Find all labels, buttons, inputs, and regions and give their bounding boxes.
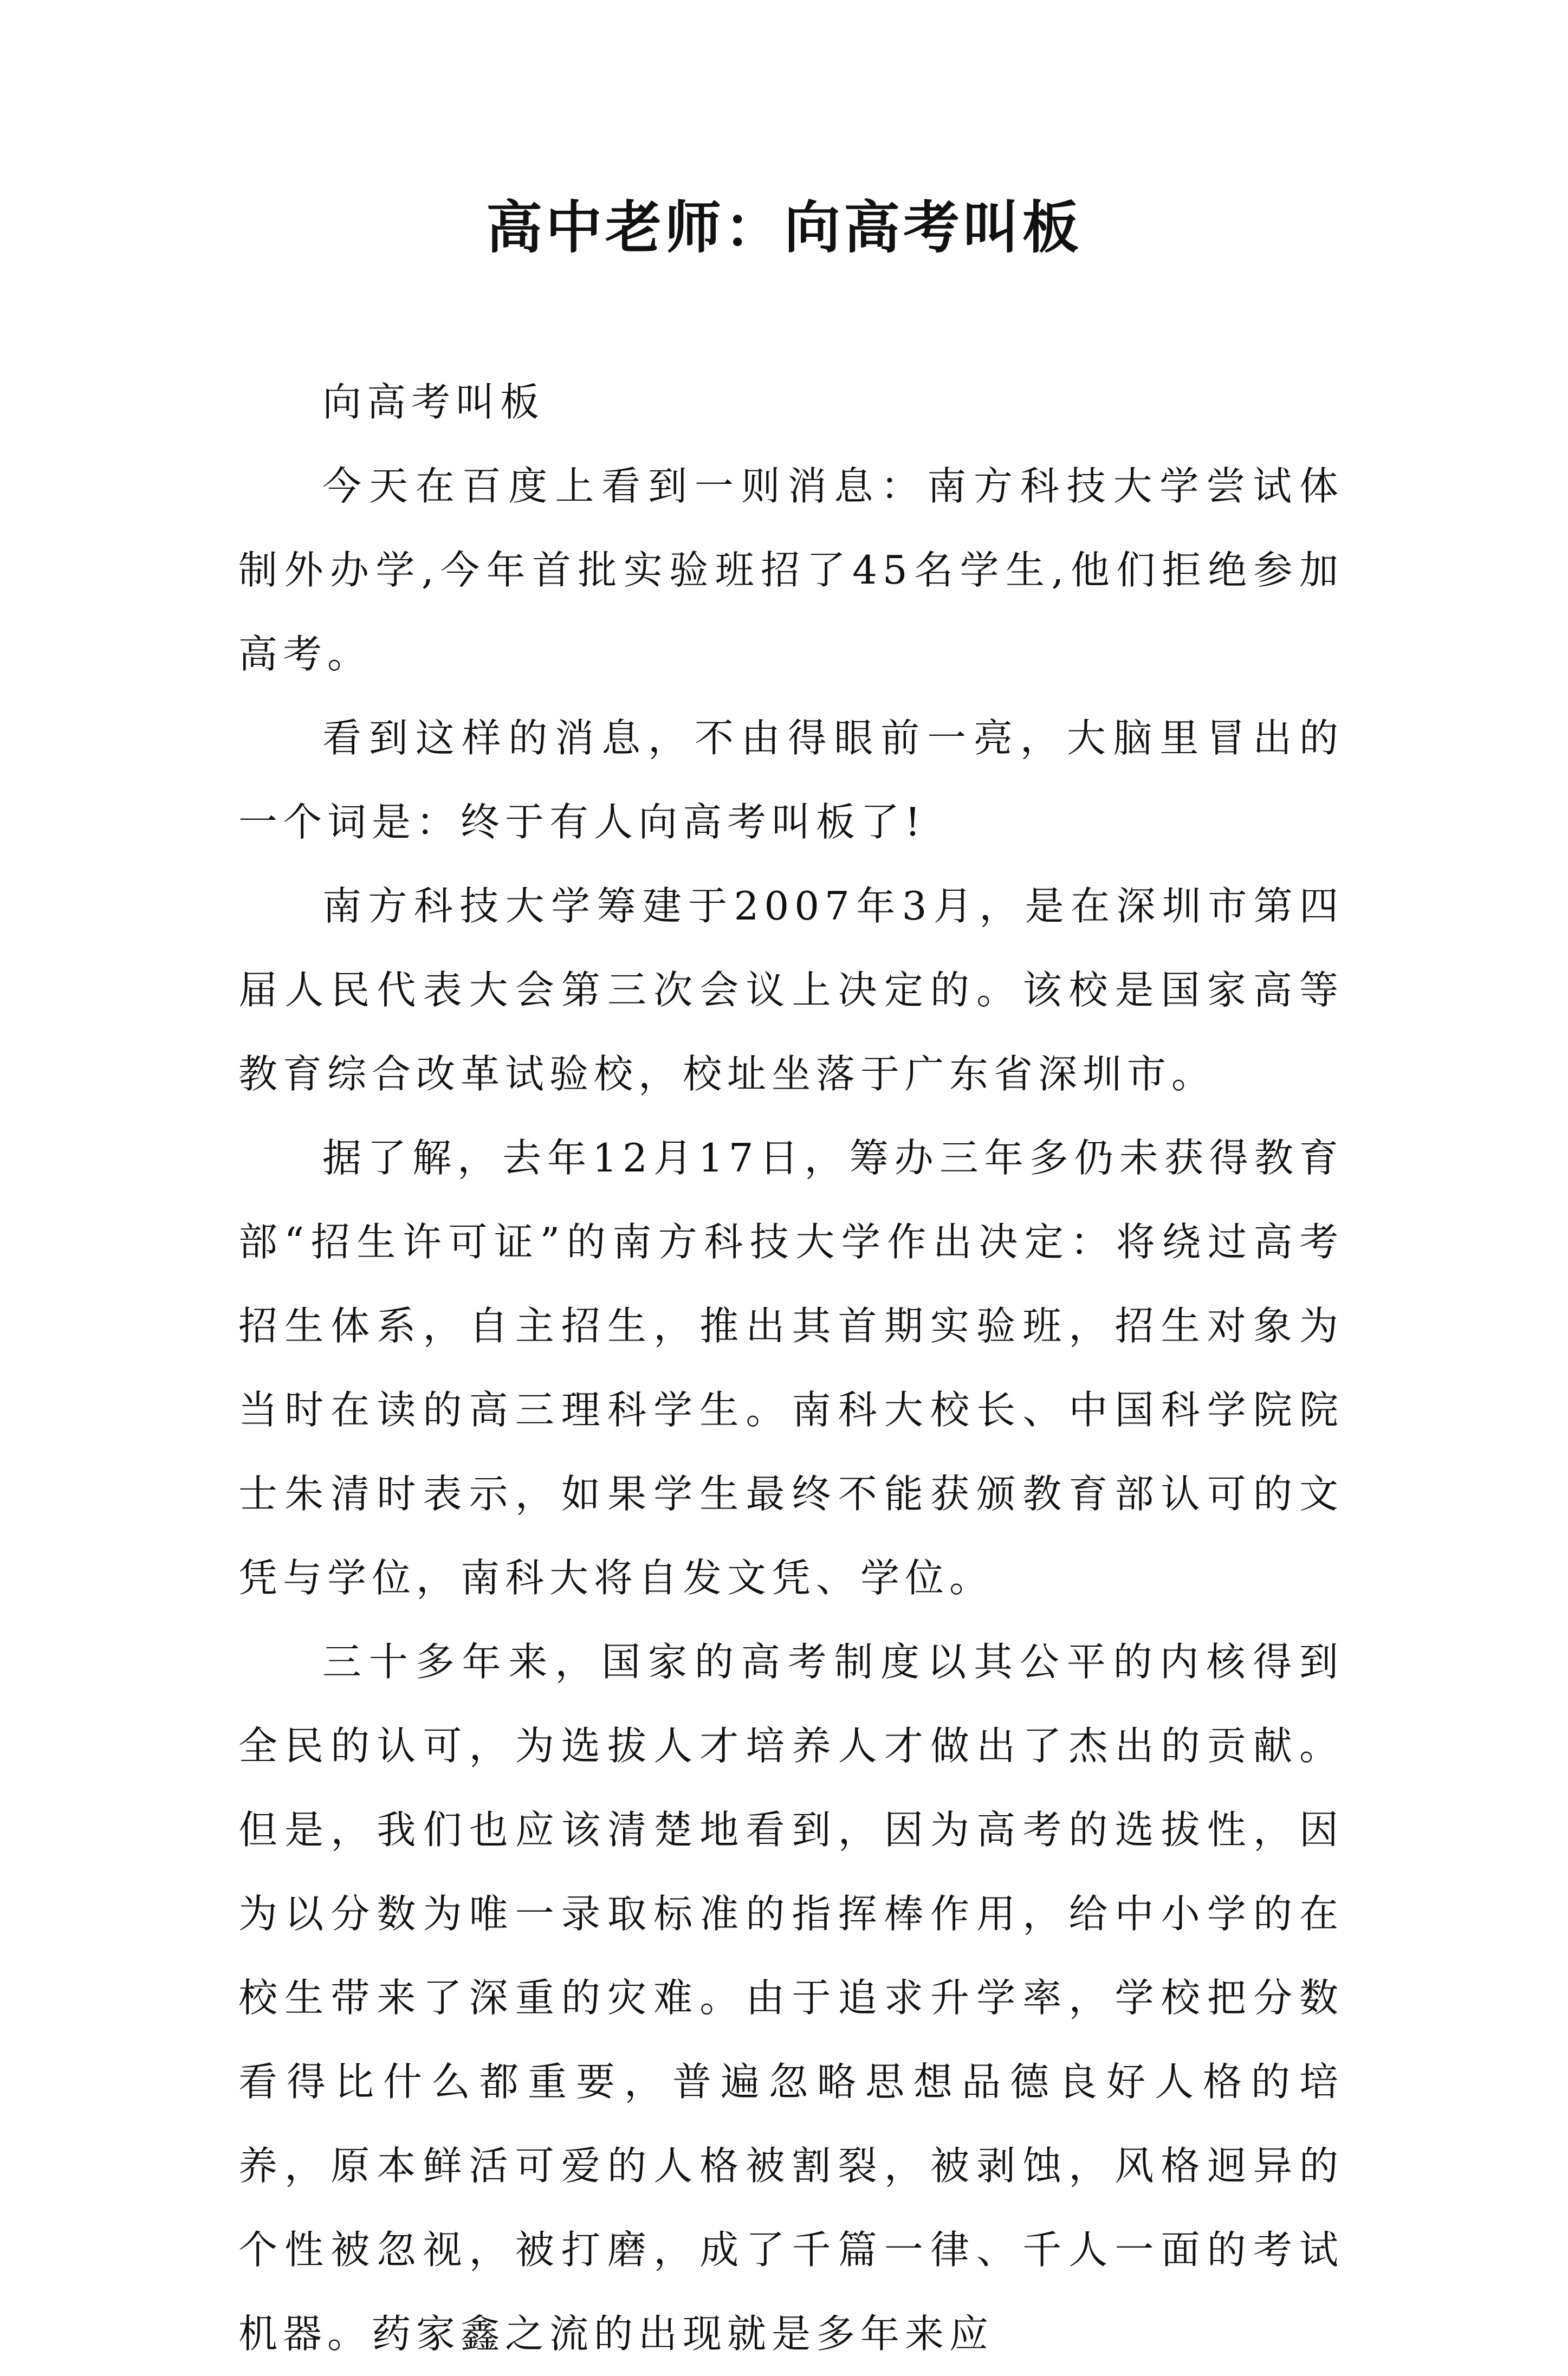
paragraph: 据了解，去年12月17日，筹办三年多仍未获得教育部“招生许可证”的南方科技大学作出决定：将绕过高考招生体系，自主招生，推出其首期实验班，招生对象为当时在读的高三理科学生。南科大校长、中国科学院院士朱清时表示，如果学生最终不能获颁教育部认可的文凭与学位，南科大将自发文凭、学位。 [238, 1135, 1344, 1601]
document-body [238, 360, 1344, 2376]
paragraph: 三十多年来，国家的高考制度以其公平的内核得到全民的认可，为选拔人才培养人才做出了杰出的贡献。但是，我们也应该清楚地看到，因为高考的选拔性，因为以分数为唯一录取标准的指挥棒作用，给中小学的在校生带来了深重的灾难。由于追求升学率，学校把分数看得比什么都重要，普遍忽略思想品德良好人格的培养，原本鲜活可爱的人格被割裂，被剥蚀，风格迥异的个性被忽视，被打磨，成了千篇一律、千人一面的考试机器。药家鑫之流的出现就是多年来应 [238, 1639, 1344, 2356]
paragraph: 向高考叫板 [322, 379, 545, 425]
document-title: 高中老师：向高考叫板 [485, 194, 1082, 261]
paragraph: 今天在百度上看到一则消息：南方科技大学尝试体制外办学,今年首批实验班招了45名学生,他们拒绝参加高考。 [238, 463, 1344, 677]
paragraph: 南方科技大学筹建于2007年3月，是在深圳市第四届人民代表大会第三次会议上决定的。该校是国家高等教育综合改革试验校，校址坐落于广东省深圳市。 [238, 883, 1344, 1097]
paragraph: 看到这样的消息，不由得眼前一亮，大脑里冒出的一个词是：终于有人向高考叫板了! [238, 715, 1344, 845]
